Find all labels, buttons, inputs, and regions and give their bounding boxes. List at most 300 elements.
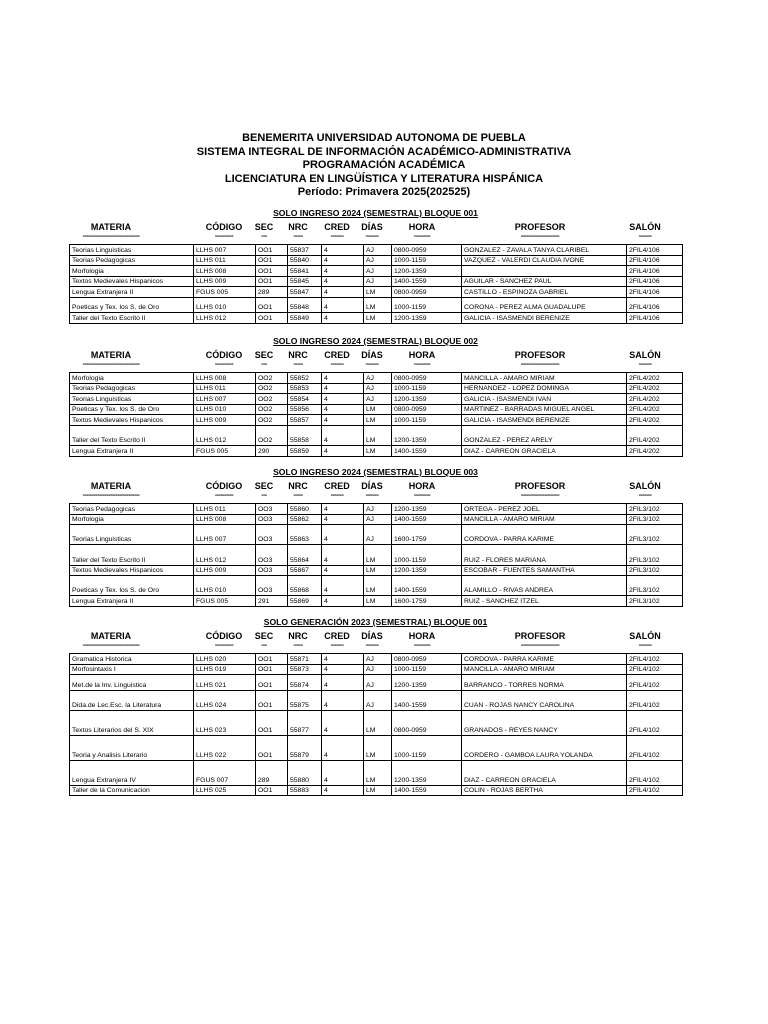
cell-nrc: 55869	[288, 596, 322, 607]
column-header-cred: CRED	[324, 350, 350, 360]
column-underline: ---	[261, 233, 267, 240]
table-row	[70, 404, 683, 415]
cell-cred: 4	[322, 525, 364, 545]
cell-dias: AJ	[364, 664, 392, 675]
column-header-codigo: CÓDIGO	[205, 350, 243, 360]
column-underline: -------	[638, 361, 652, 368]
cell-materia: Teorias Linguisticas	[70, 525, 194, 545]
cell-salon: 2FIL4/106	[627, 245, 683, 256]
cell-materia: Teorias Linguisticas	[70, 394, 194, 405]
schedule-block	[69, 207, 682, 324]
table-row	[70, 297, 683, 312]
column-header-dias: DÍAS	[361, 350, 383, 360]
column-underline: -------	[638, 642, 652, 649]
column-header-sec: SEC	[254, 350, 274, 360]
cell-cred: 4	[322, 576, 364, 596]
cell-materia: Morfologia	[70, 373, 194, 384]
cell-hora: 1200-1359	[392, 565, 462, 576]
cell-profesor: MANCILLA - AMARO MIRIAM	[462, 664, 627, 675]
cell-materia: Poeticas y Tex. los S. de Oro	[70, 404, 194, 415]
cell-codigo: LLHS 009	[194, 276, 256, 287]
column-underline: ---------	[413, 642, 431, 649]
column-header-hora: HORA	[408, 350, 436, 360]
schedule-table	[69, 244, 683, 324]
cell-codigo: LLHS 007	[194, 525, 256, 545]
cell-cred: 4	[322, 266, 364, 277]
table-row	[70, 287, 683, 298]
cell-hora: 1200-1359	[392, 675, 462, 690]
cell-dias: LM	[364, 760, 392, 785]
document-type: PROGRAMACIÓN ACADÉMICA	[302, 159, 466, 171]
cell-sec: OO3	[256, 525, 288, 545]
table-row	[70, 525, 683, 545]
table-row	[70, 504, 683, 515]
table-row	[70, 710, 683, 735]
cell-dias: LM	[364, 785, 392, 796]
cell-sec: 289	[256, 760, 288, 785]
column-underline: -----	[293, 233, 303, 240]
cell-sec: 290	[256, 446, 288, 457]
column-underline: ---------	[413, 233, 431, 240]
cell-dias: LM	[364, 446, 392, 457]
cell-dias: AJ	[364, 654, 392, 665]
cell-dias: AJ	[364, 373, 392, 384]
cell-salon: 2FIL4/106	[627, 297, 683, 312]
cell-codigo: LLHS 008	[194, 373, 256, 384]
cell-profesor: GALICIA - ISASMENDI IVAN	[462, 394, 627, 405]
cell-dias: AJ	[364, 690, 392, 710]
cell-hora: 1400-1559	[392, 514, 462, 525]
cell-materia: Morfosintaxis I	[70, 664, 194, 675]
cell-hora: 0800-0959	[392, 287, 462, 298]
column-header-cred: CRED	[324, 481, 350, 491]
cell-profesor: DIAZ - CARREON GRACIELA	[462, 446, 627, 457]
cell-cred: 4	[322, 446, 364, 457]
column-underline: -------	[638, 492, 652, 499]
table-row	[70, 394, 683, 405]
cell-hora: 1200-1359	[392, 313, 462, 324]
cell-hora: 1400-1559	[392, 785, 462, 796]
table-row	[70, 760, 683, 785]
cell-profesor: GALICIA - ISASMENDI BERENIZE	[462, 313, 627, 324]
cell-hora: 0800-0959	[392, 710, 462, 735]
cell-sec: OO3	[256, 514, 288, 525]
cell-dias: AJ	[364, 255, 392, 266]
column-headers	[69, 222, 682, 244]
cell-dias: AJ	[364, 276, 392, 287]
cell-dias: LM	[364, 576, 392, 596]
cell-cred: 4	[322, 504, 364, 515]
cell-codigo: LLHS 012	[194, 425, 256, 445]
column-header-sec: SEC	[254, 222, 274, 232]
cell-codigo: FGUS 005	[194, 446, 256, 457]
cell-profesor: CUAN - ROJAS NANCY CAROLINA	[462, 690, 627, 710]
cell-sec: OO1	[256, 654, 288, 665]
column-header-dias: DÍAS	[361, 631, 383, 641]
cell-cred: 4	[322, 425, 364, 445]
column-header-cred: CRED	[324, 631, 350, 641]
column-underline: -------	[330, 492, 344, 499]
cell-cred: 4	[322, 565, 364, 576]
cell-cred: 4	[322, 276, 364, 287]
column-header-nrc: NRC	[288, 222, 308, 232]
cell-profesor: VAZQUEZ - VALERDI CLAUDIA IVONE	[462, 255, 627, 266]
table-row	[70, 245, 683, 256]
cell-salon: 2FIL4/106	[627, 266, 683, 277]
column-headers	[69, 481, 682, 503]
column-headers	[69, 350, 682, 372]
cell-dias: LM	[364, 596, 392, 607]
cell-codigo: LLHS 021	[194, 675, 256, 690]
cell-hora: 1200-1359	[392, 425, 462, 445]
column-header-cred: CRED	[324, 222, 350, 232]
table-row	[70, 255, 683, 266]
column-underline: ---------	[413, 361, 431, 368]
cell-hora: 1600-1759	[392, 596, 462, 607]
cell-dias: LM	[364, 404, 392, 415]
cell-materia: Teorias Linguisticas	[70, 245, 194, 256]
cell-profesor: MARTINEZ - BARRADAS MIGUEL ANGEL	[462, 404, 627, 415]
column-underline: ---------------------	[520, 233, 560, 240]
cell-nrc: 55849	[288, 313, 322, 324]
cell-salon: 2FIL4/202	[627, 373, 683, 384]
cell-nrc: 55883	[288, 785, 322, 796]
block-title: SOLO GENERACIÓN 2023 (SEMESTRAL) BLOQUE 001	[263, 617, 488, 627]
cell-nrc: 55877	[288, 710, 322, 735]
cell-profesor: GONZALEZ - ZAVALA TANYA CLARIBEL	[462, 245, 627, 256]
cell-nrc: 55837	[288, 245, 322, 256]
block-title: SOLO INGRESO 2024 (SEMESTRAL) BLOQUE 002	[273, 336, 478, 346]
cell-profesor	[462, 266, 627, 277]
column-underline: ---------	[413, 492, 431, 499]
cell-cred: 4	[322, 255, 364, 266]
cell-nrc: 55875	[288, 690, 322, 710]
cell-salon: 2FIL4/102	[627, 735, 683, 760]
cell-profesor: ESCOBAR - FUENTES SAMANTHA	[462, 565, 627, 576]
column-underline: -------------------------------	[82, 233, 140, 240]
cell-hora: 0800-0959	[392, 404, 462, 415]
cell-codigo: LLHS 007	[194, 394, 256, 405]
cell-sec: 291	[256, 596, 288, 607]
table-row	[70, 785, 683, 796]
cell-materia: Textos Literarios del S. XIX	[70, 710, 194, 735]
cell-nrc: 55853	[288, 383, 322, 394]
cell-salon: 2FIL4/202	[627, 446, 683, 457]
column-underline: -----	[293, 642, 303, 649]
cell-nrc: 55852	[288, 373, 322, 384]
column-underline: ---------------------	[520, 492, 560, 499]
cell-codigo: LLHS 012	[194, 313, 256, 324]
cell-sec: OO1	[256, 735, 288, 760]
cell-cred: 4	[322, 735, 364, 760]
cell-hora: 1000-1159	[392, 664, 462, 675]
cell-salon: 2FIL4/106	[627, 313, 683, 324]
cell-materia: Met.de la Inv. Linguistica	[70, 675, 194, 690]
cell-materia: Teoria y Analisis Literario	[70, 735, 194, 760]
cell-profesor: CORDOVA - PARRA KARIME	[462, 525, 627, 545]
cell-profesor: ORTEGA - PEREZ JOEL	[462, 504, 627, 515]
cell-hora: 1000-1159	[392, 255, 462, 266]
cell-codigo: LLHS 025	[194, 785, 256, 796]
cell-nrc: 55858	[288, 425, 322, 445]
cell-nrc: 55857	[288, 415, 322, 426]
cell-nrc: 55845	[288, 276, 322, 287]
cell-materia: Teorias Pedagogicas	[70, 255, 194, 266]
cell-cred: 4	[322, 287, 364, 298]
cell-nrc: 55859	[288, 446, 322, 457]
cell-materia: Dida.de Lec.Esc. la Literatura	[70, 690, 194, 710]
cell-cred: 4	[322, 785, 364, 796]
period: Período: Primavera 2025(202525)	[297, 186, 471, 198]
cell-hora: 1400-1559	[392, 576, 462, 596]
cell-materia: Taller del Texto Escrito II	[70, 545, 194, 565]
table-row	[70, 576, 683, 596]
cell-profesor: AGUILAR - SANCHEZ PAUL	[462, 276, 627, 287]
cell-profesor: RUIZ - FLORES MARIANA	[462, 545, 627, 565]
column-header-sec: SEC	[254, 631, 274, 641]
cell-cred: 4	[322, 404, 364, 415]
cell-nrc: 55871	[288, 654, 322, 665]
cell-hora: 1400-1559	[392, 276, 462, 287]
column-header-materia: MATERIA	[90, 631, 132, 641]
cell-dias: LM	[364, 710, 392, 735]
cell-materia: Textos Medievales Hispanicos	[70, 276, 194, 287]
cell-hora: 1000-1159	[392, 545, 462, 565]
cell-profesor: CORDERO - GAMBOA LAURA YOLANDA	[462, 735, 627, 760]
column-underline: -------	[330, 233, 344, 240]
column-underline: -------	[365, 492, 379, 499]
cell-sec: OO1	[256, 675, 288, 690]
cell-sec: OO3	[256, 504, 288, 515]
cell-materia: Morfologia	[70, 266, 194, 277]
column-header-salon: SALÓN	[629, 350, 661, 360]
cell-codigo: LLHS 008	[194, 266, 256, 277]
column-underline: ----------	[214, 361, 234, 368]
cell-salon: 2FIL3/102	[627, 576, 683, 596]
cell-dias: LM	[364, 287, 392, 298]
cell-profesor: MANCILLA - AMARO MIRIAM	[462, 373, 627, 384]
schedule-table	[69, 372, 683, 457]
cell-dias: AJ	[364, 394, 392, 405]
cell-dias: LM	[364, 313, 392, 324]
column-header-codigo: CÓDIGO	[205, 631, 243, 641]
cell-dias: AJ	[364, 504, 392, 515]
cell-hora: 1000-1159	[392, 415, 462, 426]
cell-sec: OO3	[256, 545, 288, 565]
cell-profesor: CORONA - PEREZ ALMA GUADALUPE	[462, 297, 627, 312]
cell-dias: LM	[364, 415, 392, 426]
cell-sec: OO1	[256, 255, 288, 266]
cell-codigo: LLHS 023	[194, 710, 256, 735]
cell-sec: OO1	[256, 710, 288, 735]
cell-profesor: BARRANCO - TORRES NORMA	[462, 675, 627, 690]
cell-profesor: DIAZ - CARREON GRACIELA	[462, 760, 627, 785]
cell-salon: 2FIL4/202	[627, 425, 683, 445]
column-underline: ----------	[214, 642, 234, 649]
table-row	[70, 675, 683, 690]
cell-materia: Textos Medievales Hispanicos	[70, 415, 194, 426]
cell-materia: Teorias Pedagogicas	[70, 504, 194, 515]
cell-dias: LM	[364, 297, 392, 312]
cell-sec: OO1	[256, 245, 288, 256]
column-underline: -----	[293, 492, 303, 499]
cell-codigo: LLHS 007	[194, 245, 256, 256]
cell-salon: 2FIL3/102	[627, 545, 683, 565]
cell-salon: 2FIL4/106	[627, 287, 683, 298]
system-name: SISTEMA INTEGRAL DE INFORMACIÓN ACADÉMICO-ADMINISTRATIVA	[196, 145, 572, 158]
cell-nrc: 55867	[288, 565, 322, 576]
cell-hora: 0800-0959	[392, 245, 462, 256]
cell-salon: 2FIL4/106	[627, 276, 683, 287]
cell-materia: Teorias Pedagogicas	[70, 383, 194, 394]
table-row	[70, 266, 683, 277]
column-header-profesor: PROFESOR	[514, 222, 566, 232]
cell-materia: Lengua Extranjera II	[70, 287, 194, 298]
column-header-hora: HORA	[408, 631, 436, 641]
schedule-block	[69, 335, 682, 457]
cell-salon: 2FIL4/202	[627, 404, 683, 415]
table-row	[70, 596, 683, 607]
cell-salon: 2FIL3/102	[627, 596, 683, 607]
cell-codigo: LLHS 020	[194, 654, 256, 665]
cell-materia: Poeticas y Tex. los S. de Oro	[70, 576, 194, 596]
column-header-profesor: PROFESOR	[514, 631, 566, 641]
cell-cred: 4	[322, 760, 364, 785]
column-underline: -------------------------------	[82, 642, 140, 649]
cell-codigo: LLHS 010	[194, 576, 256, 596]
cell-sec: OO2	[256, 425, 288, 445]
cell-cred: 4	[322, 415, 364, 426]
column-underline: ---	[261, 492, 267, 499]
column-header-hora: HORA	[408, 481, 436, 491]
column-underline: -------	[330, 361, 344, 368]
cell-nrc: 55840	[288, 255, 322, 266]
column-header-salon: SALÓN	[629, 222, 661, 232]
cell-materia: Taller del Texto Escrito II	[70, 425, 194, 445]
column-header-nrc: NRC	[288, 481, 308, 491]
column-underline: ---------------------	[520, 361, 560, 368]
table-row	[70, 313, 683, 324]
cell-profesor: HERNANDEZ - LOPEZ DOMINGA	[462, 383, 627, 394]
table-row	[70, 514, 683, 525]
cell-cred: 4	[322, 383, 364, 394]
column-header-profesor: PROFESOR	[514, 481, 566, 491]
column-header-materia: MATERIA	[90, 481, 132, 491]
cell-materia: Taller del Texto Escrito II	[70, 313, 194, 324]
cell-sec: OO3	[256, 576, 288, 596]
cell-profesor: CASTILLO - ESPINOZA GABRIEL	[462, 287, 627, 298]
cell-nrc: 55841	[288, 266, 322, 277]
cell-nrc: 55862	[288, 514, 322, 525]
cell-sec: OO1	[256, 785, 288, 796]
column-header-nrc: NRC	[288, 350, 308, 360]
schedule-table	[69, 503, 683, 607]
cell-sec: OO2	[256, 394, 288, 405]
cell-codigo: LLHS 010	[194, 297, 256, 312]
cell-materia: Textos Medievales Hispanicos	[70, 565, 194, 576]
cell-salon: 2FIL4/102	[627, 664, 683, 675]
cell-dias: AJ	[364, 525, 392, 545]
cell-sec: OO2	[256, 404, 288, 415]
column-underline: -------	[365, 642, 379, 649]
column-underline: ---------------------	[520, 642, 560, 649]
cell-salon: 2FIL4/102	[627, 760, 683, 785]
cell-nrc: 55879	[288, 735, 322, 760]
cell-dias: AJ	[364, 245, 392, 256]
cell-sec: OO2	[256, 373, 288, 384]
cell-materia: Lengua Extranjera IV	[70, 760, 194, 785]
cell-cred: 4	[322, 710, 364, 735]
cell-salon: 2FIL3/102	[627, 525, 683, 545]
cell-hora: 1000-1159	[392, 735, 462, 760]
cell-dias: AJ	[364, 675, 392, 690]
column-header-salon: SALÓN	[629, 481, 661, 491]
schedule-table	[69, 653, 683, 796]
column-header-codigo: CÓDIGO	[205, 222, 243, 232]
document-header	[0, 132, 768, 200]
cell-sec: OO1	[256, 690, 288, 710]
column-headers	[69, 631, 682, 653]
cell-profesor: GONZALEZ - PEREZ ARELY	[462, 425, 627, 445]
cell-salon: 2FIL4/202	[627, 415, 683, 426]
column-header-nrc: NRC	[288, 631, 308, 641]
cell-cred: 4	[322, 675, 364, 690]
cell-salon: 2FIL4/106	[627, 255, 683, 266]
table-row	[70, 276, 683, 287]
cell-cred: 4	[322, 664, 364, 675]
table-row	[70, 664, 683, 675]
cell-codigo: LLHS 019	[194, 664, 256, 675]
cell-cred: 4	[322, 394, 364, 405]
cell-codigo: LLHS 012	[194, 545, 256, 565]
schedule-block	[69, 616, 682, 796]
cell-nrc: 55856	[288, 404, 322, 415]
cell-profesor: GALICIA - ISASMENDI BERENIZE	[462, 415, 627, 426]
cell-cred: 4	[322, 654, 364, 665]
column-underline: ----------	[214, 492, 234, 499]
cell-dias: LM	[364, 735, 392, 760]
table-row	[70, 446, 683, 457]
cell-codigo: LLHS 011	[194, 383, 256, 394]
cell-salon: 2FIL4/102	[627, 654, 683, 665]
block-title: SOLO INGRESO 2024 (SEMESTRAL) BLOQUE 003	[273, 467, 478, 477]
cell-nrc: 55868	[288, 576, 322, 596]
cell-hora: 1400-1559	[392, 446, 462, 457]
cell-cred: 4	[322, 690, 364, 710]
cell-materia: Lengua Extranjera II	[70, 446, 194, 457]
column-header-dias: DÍAS	[361, 481, 383, 491]
table-row	[70, 690, 683, 710]
program-name: LICENCIATURA EN LINGÜÍSTICA Y LITERATURA HISPÁNICA	[224, 172, 544, 185]
cell-materia: Poeticas y Tex. los S. de Oro	[70, 297, 194, 312]
cell-nrc: 55874	[288, 675, 322, 690]
cell-dias: AJ	[364, 514, 392, 525]
table-row	[70, 565, 683, 576]
column-header-codigo: CÓDIGO	[205, 481, 243, 491]
cell-profesor: RUIZ - SANCHEZ ITZEL	[462, 596, 627, 607]
table-row	[70, 735, 683, 760]
cell-cred: 4	[322, 373, 364, 384]
cell-salon: 2FIL4/202	[627, 383, 683, 394]
cell-hora: 0800-0959	[392, 654, 462, 665]
cell-codigo: LLHS 008	[194, 514, 256, 525]
column-underline: -------------------------------	[82, 492, 140, 499]
cell-salon: 2FIL4/102	[627, 785, 683, 796]
cell-profesor: GRANADOS - REYES NANCY	[462, 710, 627, 735]
cell-codigo: LLHS 024	[194, 690, 256, 710]
cell-hora: 1200-1359	[392, 266, 462, 277]
cell-hora: 1000-1159	[392, 383, 462, 394]
